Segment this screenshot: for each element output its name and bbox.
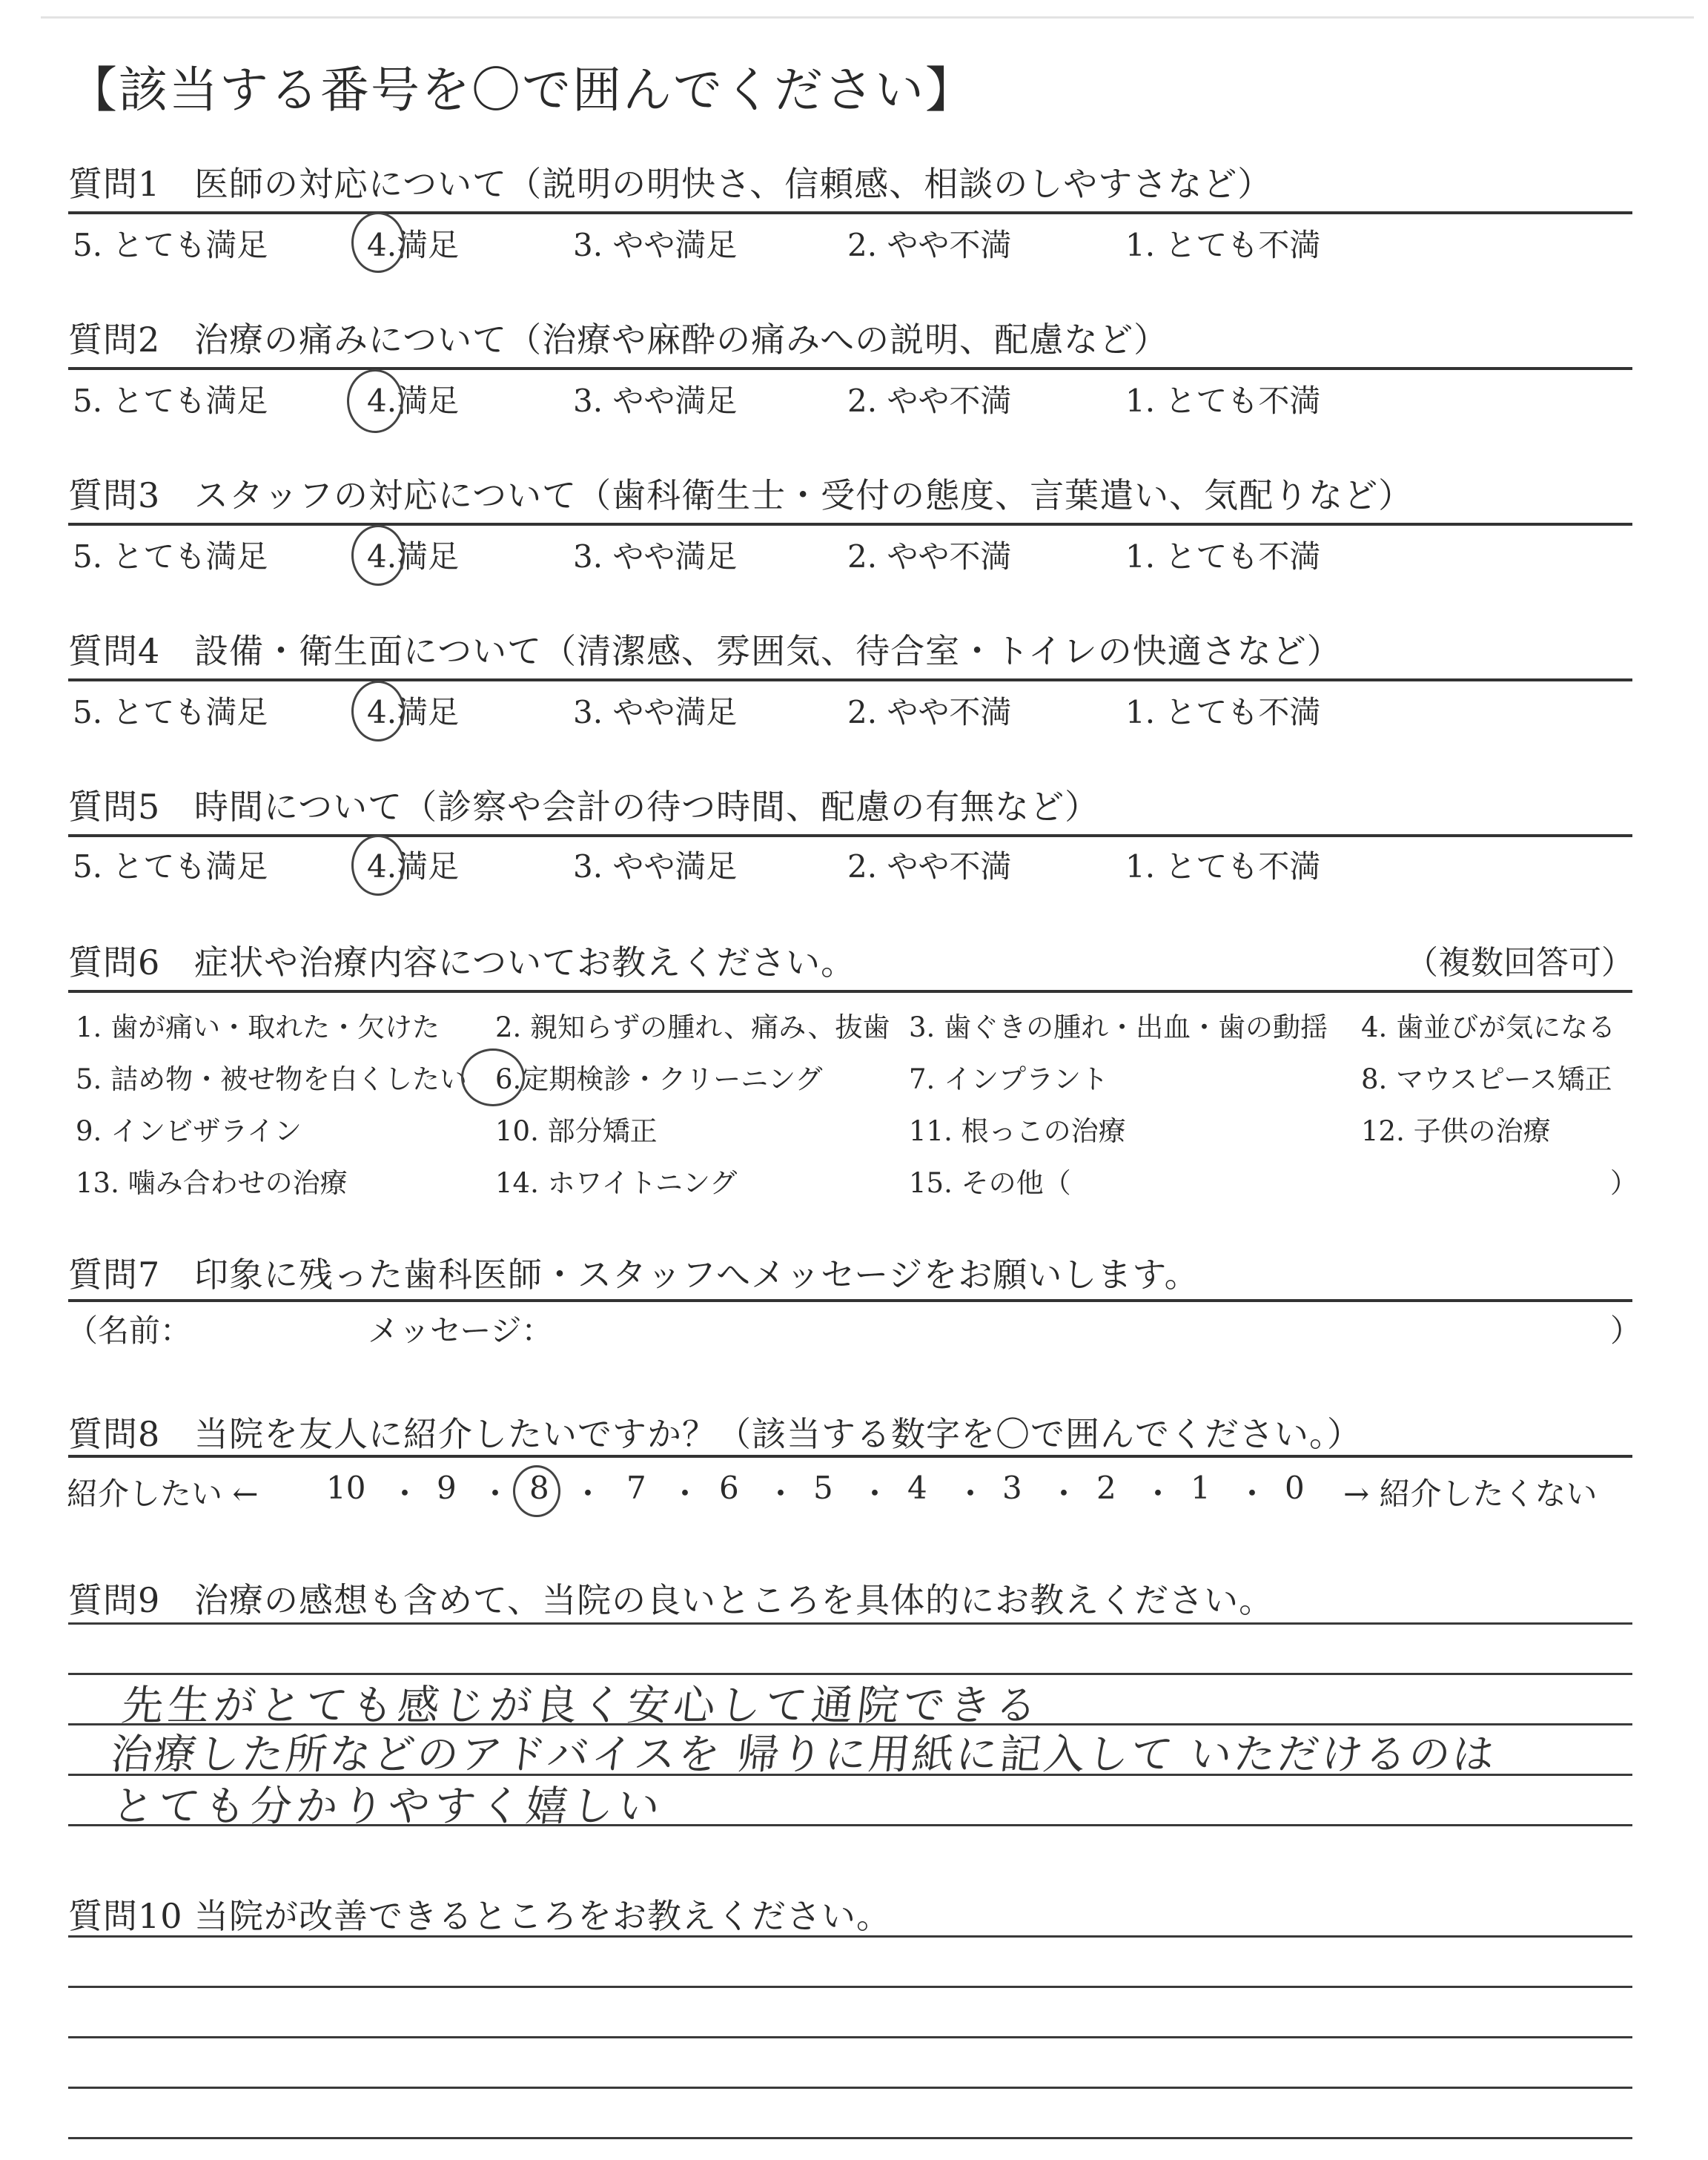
question-number: 質問10 [68, 1896, 183, 1936]
scale-value[interactable]: 4 [907, 1470, 927, 1506]
symptom-option-other[interactable]: 15. その他（ [909, 1167, 1071, 1199]
scale-value[interactable]: 6 [719, 1470, 739, 1506]
recommend-label: 紹介したい ← [67, 1476, 259, 1512]
divider [68, 211, 1632, 214]
question-number: 質問4 [68, 631, 161, 671]
selected-circle-mark [351, 525, 405, 586]
handwritten-answer-line: とても分かりやすく嬉しい [110, 1783, 666, 1831]
scale-dot: ・ [955, 1476, 987, 1512]
rating-option-2[interactable]: 2. やや不満 [847, 538, 1012, 575]
answer-line [68, 1935, 1632, 1938]
symptom-option[interactable]: 2. 親知らずの腫れ、痛み、抜歯 [495, 1011, 890, 1043]
question-3 [68, 469, 1632, 518]
scale-dot: ・ [1237, 1476, 1268, 1512]
question-text: 設備・衛生面について（清潔感、雰囲気、待合室・トイレの快適さなど） [194, 631, 1342, 671]
rating-option-5[interactable]: 5. とても満足 [73, 848, 268, 885]
rating-option-1[interactable]: 1. とても不満 [1125, 694, 1321, 730]
rating-option-2[interactable]: 2. やや不満 [847, 383, 1012, 419]
question-7 [68, 1248, 1632, 1297]
symptom-option[interactable]: 11. 根っこの治療 [909, 1115, 1126, 1147]
rating-option-3[interactable]: 3. やや満足 [573, 848, 738, 885]
selected-circle-mark [347, 369, 403, 433]
scale-value[interactable]: 2 [1096, 1470, 1116, 1506]
symptom-option[interactable]: 14. ホワイトニング [495, 1167, 738, 1199]
symptom-option[interactable]: 10. 部分矯正 [495, 1115, 658, 1147]
divider [68, 678, 1632, 681]
page-heading: 【該当する番号を〇で囲んでください】 [68, 62, 976, 119]
divider [68, 1299, 1632, 1302]
symptom-option[interactable]: 13. 噛み合わせの治療 [76, 1167, 348, 1199]
rating-option-3[interactable]: 3. やや満足 [573, 383, 738, 419]
selected-circle-mark [461, 1048, 525, 1106]
rating-option-3[interactable]: 3. やや満足 [573, 694, 738, 730]
question-text: スタッフの対応について（歯科衛生士・受付の態度、言葉遣い、気配りなど） [194, 475, 1414, 515]
question-6 [68, 936, 1632, 985]
scale-dot: ・ [1048, 1476, 1080, 1512]
symptom-option[interactable]: 3. 歯ぐきの腫れ・出血・歯の動揺 [909, 1011, 1328, 1043]
question-text: 治療の痛みについて（治療や麻酔の痛みへの説明、配慮など） [194, 320, 1169, 360]
scale-value[interactable]: 9 [437, 1470, 457, 1506]
scale-dot: ・ [1142, 1476, 1174, 1512]
selected-circle-mark [351, 212, 405, 273]
rating-option-1[interactable]: 1. とても不満 [1125, 227, 1321, 263]
rating-option-5[interactable]: 5. とても満足 [73, 538, 268, 575]
question-number: 質問6 [68, 942, 161, 982]
not-recommend-label: → 紹介したくない [1343, 1476, 1598, 1512]
question-2 [68, 313, 1632, 362]
symptom-option[interactable]: 6.定期検診・クリーニング [495, 1063, 823, 1095]
question-9 [68, 1573, 1632, 1622]
rating-option-3[interactable]: 3. やや満足 [573, 538, 738, 575]
question-text: 印象に残った歯科医師・スタッフへメッセージをお願いします。 [194, 1255, 1199, 1295]
question-text: 時間について（診察や会計の待つ時間、配慮の有無など） [194, 787, 1100, 827]
handwritten-answer-line: 治療した所などのアドバイスを 帰りに用紙に記入して いただけるのは [108, 1731, 1499, 1779]
symptom-option[interactable]: 4. 歯並びが気になる [1361, 1011, 1616, 1043]
message-label: メッセージ： [368, 1312, 553, 1349]
symptom-option[interactable]: 9. インビザライン [76, 1115, 302, 1147]
divider [68, 990, 1632, 993]
question-4 [68, 624, 1632, 673]
answer-line [68, 2087, 1632, 2089]
rating-option-1[interactable]: 1. とても不満 [1125, 848, 1321, 885]
question-text: 治療の感想も含めて、当院の良いところを具体的にお教えください。 [194, 1580, 1274, 1620]
question-number: 質問8 [68, 1414, 161, 1454]
rating-option-5[interactable]: 5. とても満足 [73, 227, 268, 263]
rating-option-5[interactable]: 5. とても満足 [73, 383, 268, 419]
rating-option-4[interactable]: 4.満足 [367, 848, 460, 885]
rating-option-2[interactable]: 2. やや不満 [847, 227, 1012, 263]
rating-option-1[interactable]: 1. とても不満 [1125, 383, 1321, 419]
scale-value[interactable]: 5 [813, 1470, 833, 1506]
page-top-border [41, 16, 1694, 19]
rating-option-4[interactable]: 4.満足 [367, 538, 460, 575]
symptom-option[interactable]: 1. 歯が痛い・取れた・欠けた [76, 1011, 440, 1043]
rating-option-4[interactable]: 4.満足 [367, 694, 460, 730]
scale-dot: ・ [859, 1476, 891, 1512]
divider [68, 523, 1632, 526]
question-text: 当院が改善できるところをお教えください。 [194, 1896, 891, 1936]
scale-value[interactable]: 8 [529, 1470, 549, 1506]
symptom-option[interactable]: 7. インプラント [909, 1063, 1109, 1095]
scale-value[interactable]: 0 [1285, 1470, 1305, 1506]
question-5 [68, 780, 1632, 829]
answer-line [68, 2137, 1632, 2139]
question-8 [68, 1407, 1632, 1456]
symptom-option[interactable]: 5. 詰め物・被せ物を白くしたい [76, 1063, 468, 1095]
selected-circle-mark [351, 681, 405, 742]
question-1 [68, 157, 1632, 206]
question-number: 質問5 [68, 787, 161, 827]
answer-line [68, 1622, 1632, 1625]
rating-option-2[interactable]: 2. やや不満 [847, 848, 1012, 885]
selected-circle-mark [513, 1465, 560, 1517]
name-label: （名前： [67, 1312, 192, 1349]
answer-line [68, 1986, 1632, 1988]
question-number: 質問2 [68, 320, 161, 360]
scale-value[interactable]: 7 [626, 1470, 646, 1506]
divider [68, 367, 1632, 370]
closing-paren: ） [1610, 1167, 1638, 1199]
rating-option-1[interactable]: 1. とても不満 [1125, 538, 1321, 575]
rating-option-5[interactable]: 5. とても満足 [73, 694, 268, 730]
divider [68, 834, 1632, 837]
question-text: 医師の対応について（説明の明快さ、信頼感、相談のしやすさなど） [194, 164, 1273, 204]
rating-option-4[interactable]: 4.満足 [367, 227, 460, 263]
scale-dot: ・ [765, 1476, 797, 1512]
scale-dot: ・ [389, 1476, 421, 1512]
scale-value[interactable]: 3 [1002, 1470, 1022, 1506]
question-number: 質問1 [68, 164, 161, 204]
rating-option-2[interactable]: 2. やや不満 [847, 694, 1012, 730]
scale-value[interactable]: 1 [1191, 1470, 1211, 1506]
selected-circle-mark [351, 835, 405, 896]
question-number: 質問9 [68, 1580, 161, 1620]
scale-dot: ・ [669, 1476, 701, 1512]
question-number: 質問7 [68, 1255, 161, 1295]
handwritten-answer-line: 先生がとても感じが良く安心して通院できる [119, 1682, 1044, 1730]
rating-option-4[interactable]: 4.満足 [367, 383, 460, 419]
question-number: 質問3 [68, 475, 161, 515]
symptom-option[interactable]: 12. 子供の治療 [1361, 1115, 1551, 1147]
scale-dot: ・ [480, 1476, 512, 1512]
closing-paren: ） [1610, 1312, 1642, 1349]
scale-value[interactable]: 10 [326, 1470, 366, 1506]
question-text: 症状や治療内容についてお教えください。 [194, 942, 856, 982]
multiple-answers-note: （複数回答可） [1406, 944, 1634, 982]
answer-line [68, 2036, 1632, 2038]
question-10 [68, 1889, 1632, 1938]
question-text: 当院を友人に紹介したいですか？（該当する数字を〇で囲んでください。） [194, 1414, 1362, 1454]
symptom-option[interactable]: 8. マウスピース矯正 [1361, 1063, 1612, 1095]
rating-option-3[interactable]: 3. やや満足 [573, 227, 738, 263]
scale-dot: ・ [572, 1476, 604, 1512]
divider [68, 1455, 1632, 1458]
